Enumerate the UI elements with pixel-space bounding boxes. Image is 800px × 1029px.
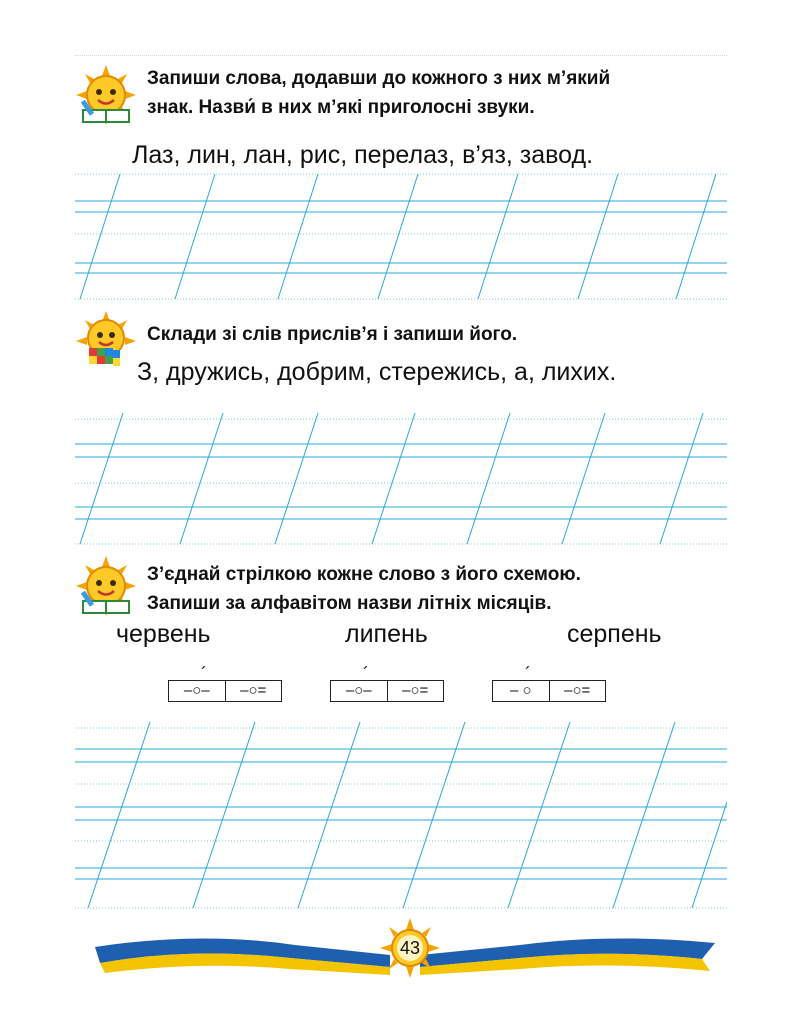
task-1-instruction (147, 64, 747, 122)
task-1-words: Лаз, лин, лан, рис, перелаз, в’яз, завод. (132, 141, 594, 169)
scheme-syllable: – ○ (493, 681, 550, 701)
scheme-syllable: –○= (240, 682, 267, 699)
stress-mark: ´ (363, 664, 369, 684)
instruction-line: Склади зі слів прислів’я і запиши його. (147, 324, 518, 345)
page-number: 43 (399, 938, 421, 958)
top-rule (75, 55, 727, 56)
word-serpen[interactable]: серпень (567, 620, 662, 648)
instruction-line: знак. Назви́ в них м’які приголосні звуки. (147, 97, 535, 118)
scheme-box (330, 680, 444, 702)
sun-with-pencil-icon (75, 555, 137, 617)
scheme-box (492, 680, 606, 702)
scheme-syllable: –○– (169, 681, 226, 701)
instruction-line: З’єднай стрілкою кожне слово з його схемою. (147, 564, 581, 585)
stress-mark: ´ (525, 664, 531, 684)
syllable-scheme[interactable] (492, 664, 612, 704)
syllable-scheme[interactable] (330, 664, 450, 704)
task-2-instruction (147, 320, 747, 349)
writing-lines-3[interactable] (75, 722, 727, 914)
scheme-syllable: –○= (402, 682, 429, 699)
scheme-box (168, 680, 282, 702)
stress-mark: ´ (201, 664, 207, 684)
sun-with-pencil-icon (75, 64, 137, 126)
task-3-instruction (147, 560, 747, 618)
task-2-words: З, дружись, добрим, стережись, а, лихих. (137, 358, 617, 386)
scheme-syllable: –○= (564, 682, 591, 699)
word-chervень[interactable]: червень (116, 620, 211, 648)
word-lypen[interactable]: липень (345, 620, 428, 648)
sun-with-cube-icon (75, 310, 137, 372)
scheme-syllable: –○– (331, 681, 388, 701)
writing-lines-1[interactable] (75, 172, 727, 302)
instruction-line: Запиши за алфавітом назви літніх місяців. (147, 593, 552, 614)
syllable-scheme[interactable] (168, 664, 288, 704)
writing-lines-2[interactable] (75, 413, 727, 547)
instruction-line: Запиши слова, додавши до кожного з них м’який (147, 68, 611, 89)
